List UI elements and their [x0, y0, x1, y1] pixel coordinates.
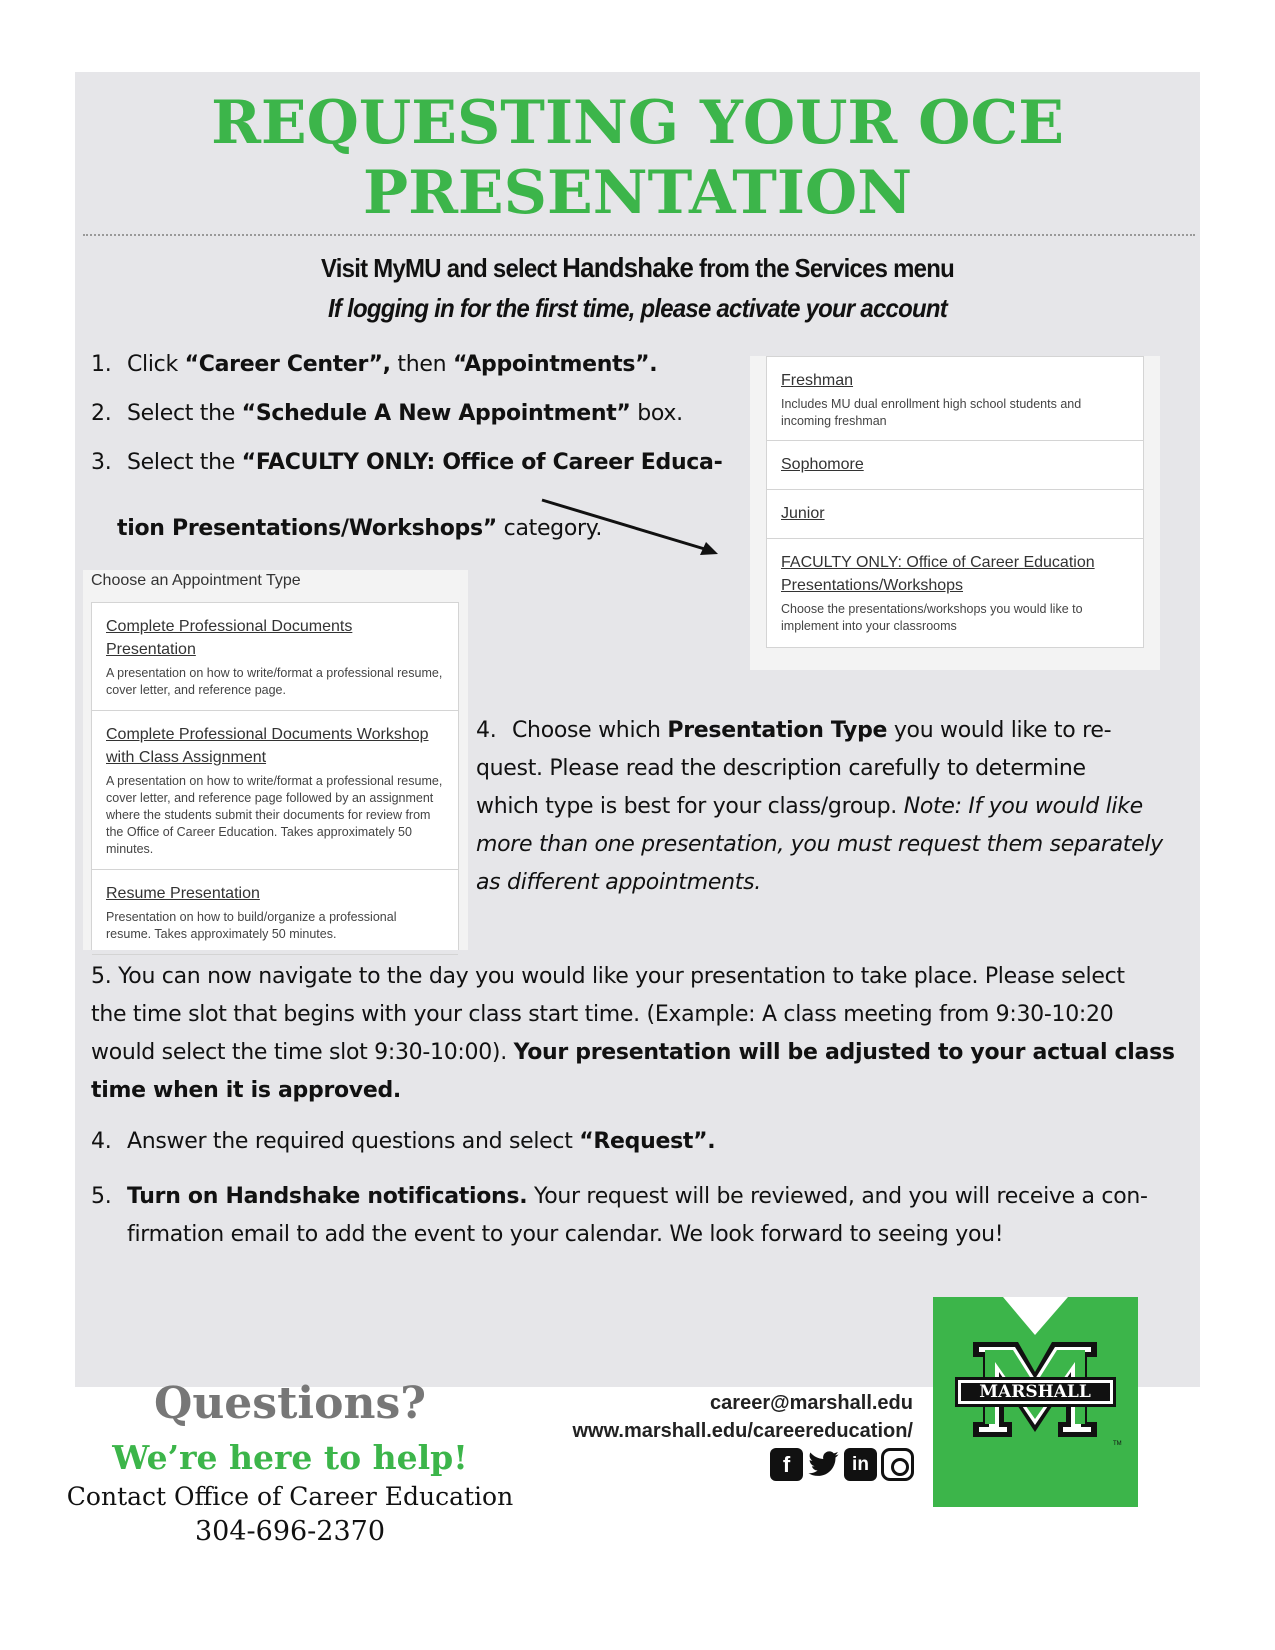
contact-office: Contact Office of Career Education [66, 1482, 514, 1511]
instagram-icon[interactable] [881, 1448, 914, 1481]
step-notifications: 5. Turn on Handshake notifications. Your request will be reviewed, and you will receive a con- firmation email to add the event to your calendar. We look forward to seeing you! [91, 1184, 1148, 1247]
step-3-continued: tion Presentations/Workshops” category. [117, 516, 603, 541]
screenshot-categories [750, 356, 1160, 670]
handshake-label: Handshake [562, 252, 694, 283]
phone-number[interactable]: 304-696-2370 [194, 1516, 386, 1547]
step-5-time-slot: 5. You can now navigate to the day you would like your presentation to take place. Please select the time slot that begins with your class start time. (Example: A class meeting from 9:30-10:20 would select the time slot 9:30-10:00). Your presentation will be adjusted to your actual class time when it is approved. [91, 964, 1175, 1103]
facebook-icon[interactable]: f [770, 1448, 803, 1481]
appointment-type-item[interactable]: Complete Professional Documents Presentation A presentation on how to write/format a professional resume, cover letter, and reference page. [92, 603, 458, 711]
category-item[interactable]: Freshman Includes MU dual enrollment high school students and incoming freshman [767, 357, 1143, 441]
social-icons [770, 1448, 914, 1481]
category-item[interactable]: Junior [767, 490, 1143, 539]
divider [83, 234, 1195, 236]
logo-tm: TM [1113, 1441, 1122, 1447]
logo-text: MARSHALL [979, 1382, 1091, 1402]
step-4-presentation-type: 4. Choose which Presentation Type you would like to re- quest. Please read the description carefully to determine which type is best for your class/group. Note: If you would like more than one presentation, you must request them separately as different appointments. [476, 718, 1163, 895]
appointment-type-header: Choose an Appointment Type [91, 572, 301, 589]
intro-line-2: If logging in for the first time, please activate your account [328, 293, 947, 323]
appointment-type-item[interactable]: Complete Professional Documents Workshop with Class Assignment A presentation on how to write/format a professional resume, cover letter, and reference page followed by an assignment where the students submit their documents for review from the Office of Career Education. Takes approximately 50 minutes. [92, 711, 458, 870]
help-heading: We’re here to help! [112, 1438, 468, 1477]
step-2: 2. Select the “Schedule A New Appointment” box. [91, 401, 683, 426]
appointment-type-list [91, 602, 459, 950]
marshall-logo [933, 1297, 1138, 1507]
intro-line-1: Visit MyMU and select Handshake from the Services menu [320, 252, 954, 283]
category-list [766, 356, 1144, 648]
category-item[interactable]: Sophomore [767, 441, 1143, 490]
email-link[interactable]: career@marshall.edu [710, 1392, 913, 1414]
step-1: 1. Click “Career Center”, then “Appointments”. [91, 352, 658, 377]
screenshot-appointment-types [83, 570, 468, 950]
questions-heading: Questions? [153, 1378, 426, 1429]
category-item-faculty[interactable]: FACULTY ONLY: Office of Career Education Presentations/Workshops Choose the presentations/workshops you would like to implement into your classrooms [781, 554, 1095, 633]
page-title [75, 88, 1200, 228]
title-line-1: REQUESTING YOUR OCE [211, 88, 1064, 158]
pointer-arrow [540, 498, 725, 563]
website-link[interactable]: www.marshall.edu/careereducation/ [572, 1420, 913, 1442]
title-line-2: PRESENTATION [362, 158, 913, 228]
linkedin-icon[interactable]: in [844, 1448, 877, 1481]
step-answer-questions: 4. Answer the required questions and select “Request”. [91, 1129, 716, 1154]
step-3: 3. Select the “FACULTY ONLY: Office of Career Educa- [91, 450, 723, 475]
twitter-icon[interactable] [807, 1448, 840, 1481]
appointment-type-item[interactable]: Resume Presentation Presentation on how to build/organize a professional resume. Takes approximately 50 minutes. [92, 870, 458, 955]
